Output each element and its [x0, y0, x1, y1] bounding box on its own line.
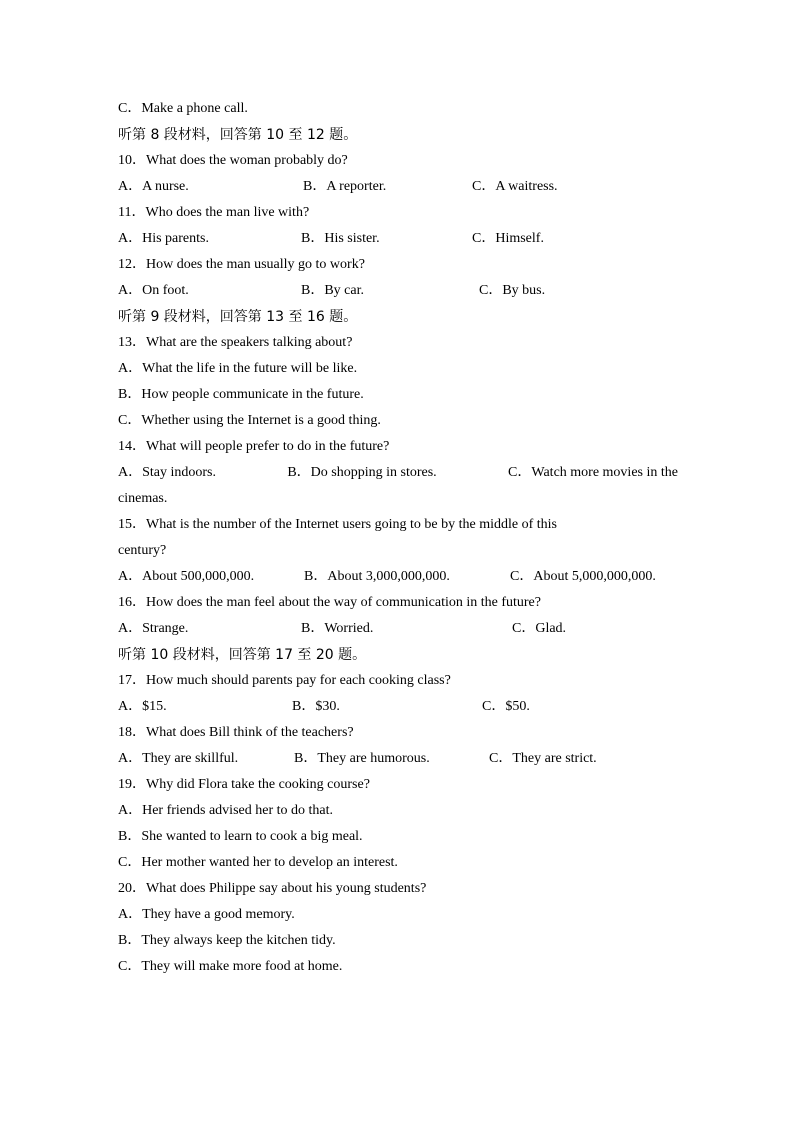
option-line: C．Make a phone call. — [118, 101, 248, 116]
option-a: A．About 500,000,000. — [118, 569, 255, 584]
options-row — [118, 564, 678, 590]
question-17: 17．How much should parents pay for each cooking class? — [118, 673, 451, 688]
option-b: B．$30. — [292, 699, 340, 714]
options-row — [118, 694, 678, 720]
option-b: B．Do shopping in stores. — [287, 465, 437, 480]
question-11: 11．Who does the man live with? — [118, 205, 310, 220]
option-b: B．By car. — [301, 283, 364, 298]
option-b: B．Worried. — [301, 621, 374, 636]
option-c: C．They are strict. — [489, 751, 597, 766]
option-a: A．On foot. — [118, 283, 189, 298]
section-heading: 听第 9 段材料，回答第 13 至 16 题。 — [118, 309, 358, 325]
option-c: C．A waitress. — [472, 179, 558, 194]
question-19: 19．Why did Flora take the cooking course? — [118, 777, 370, 792]
section-heading: 听第 10 段材料，回答第 17 至 20 题。 — [118, 647, 367, 663]
options-row — [118, 460, 678, 486]
option-c: C．By bus. — [479, 283, 546, 298]
option-a: A．Strange. — [118, 621, 189, 636]
option-a: A．Stay indoors. — [118, 465, 216, 480]
exam-page — [118, 96, 678, 980]
question-14: 14．What will people prefer to do in the future? — [118, 439, 390, 454]
option-b: B．They always keep the kitchen tidy. — [118, 933, 336, 948]
option-a: A．$15. — [118, 699, 167, 714]
question-18: 18．What does Bill think of the teachers? — [118, 725, 354, 740]
options-row — [118, 174, 678, 200]
option-b: B．She wanted to learn to cook a big meal. — [118, 829, 363, 844]
option-c: C．Whether using the Internet is a good thing. — [118, 413, 381, 428]
option-a: A．They have a good memory. — [118, 907, 295, 922]
options-row — [118, 226, 678, 252]
question-15-text: 15．What is the number of the Internet users going to be by the middle of this — [118, 517, 557, 532]
option-a: A．A nurse. — [118, 179, 189, 194]
question-10: 10．What does the woman probably do? — [118, 153, 348, 168]
option-a: A．They are skillful. — [118, 751, 239, 766]
option-a: A．What the life in the future will be like. — [118, 361, 358, 376]
option-a: A．Her friends advised her to do that. — [118, 803, 333, 818]
option-b: B．They are humorous. — [294, 751, 430, 766]
option-b: B．How people communicate in the future. — [118, 387, 364, 402]
section-heading: 听第 8 段材料，回答第 10 至 12 题。 — [118, 127, 358, 143]
option-b: B．A reporter. — [303, 179, 387, 194]
option-a: A．His parents. — [118, 231, 209, 246]
option-c: C．$50. — [482, 699, 530, 714]
option-b: B．About 3,000,000,000. — [304, 569, 450, 584]
option-c: C．Glad. — [512, 621, 567, 636]
option-c: C．Himself. — [472, 231, 544, 246]
option-c: C．Watch more movies in the — [508, 465, 678, 480]
question-16: 16．How does the man feel about the way of communication in the future? — [118, 595, 541, 610]
option-b: B．His sister. — [301, 231, 380, 246]
options-row — [118, 746, 678, 772]
option-c: C．Her mother wanted her to develop an interest. — [118, 855, 398, 870]
question-12: 12．How does the man usually go to work? — [118, 257, 365, 272]
question-15 — [118, 512, 678, 538]
options-row — [118, 278, 678, 304]
question-13: 13．What are the speakers talking about? — [118, 335, 353, 350]
option-continuation: cinemas. — [118, 491, 168, 506]
option-c: C．About 5,000,000,000. — [510, 569, 656, 584]
options-row — [118, 616, 678, 642]
option-c: C．They will make more food at home. — [118, 959, 343, 974]
question-continuation: century? — [118, 543, 167, 558]
question-20: 20．What does Philippe say about his young students? — [118, 881, 427, 896]
